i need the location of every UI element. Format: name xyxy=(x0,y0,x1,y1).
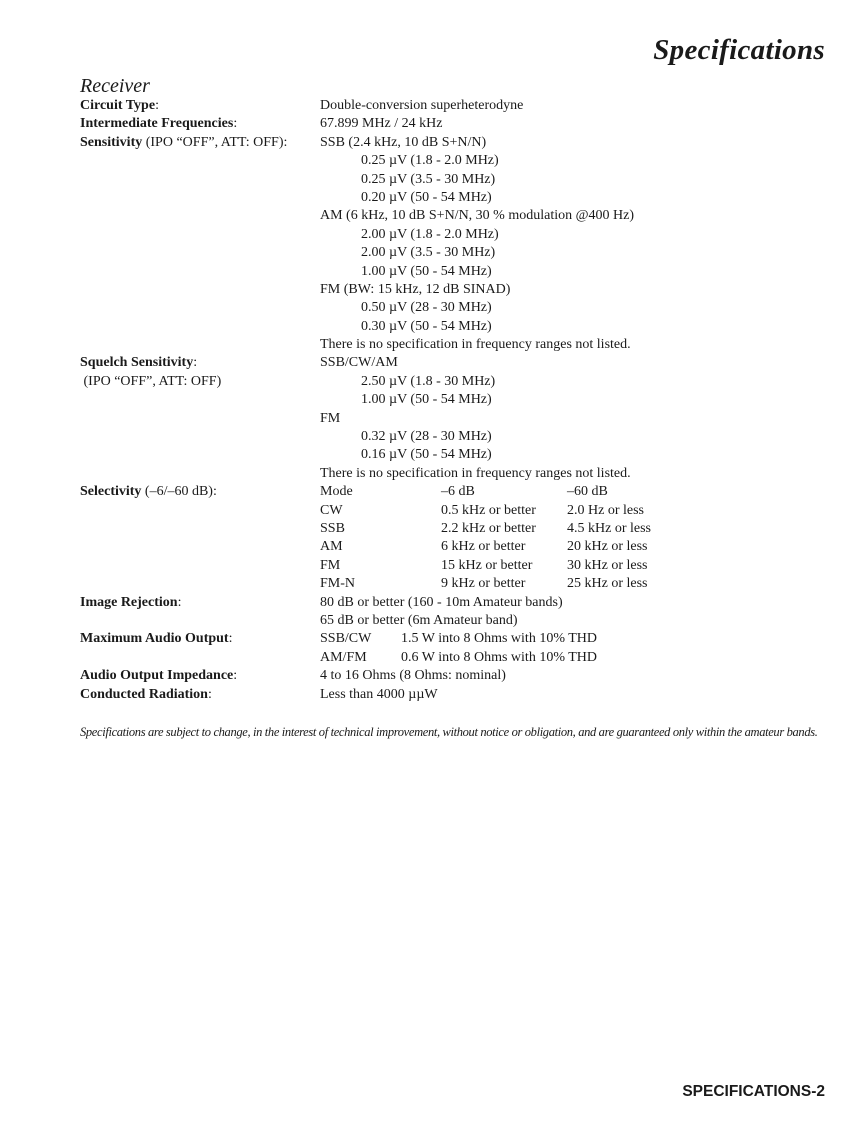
selectivity-col-header: Mode xyxy=(320,484,353,500)
selectivity-col-header: –60 dB xyxy=(567,484,608,500)
sensitivity-am-value: 2.00 µV (1.8 - 2.0 MHz) xyxy=(361,226,499,242)
audio-output-mode: SSB/CW xyxy=(320,631,372,647)
squelch-mode2: FM xyxy=(320,410,341,426)
circuit-type-value: Double-conversion superheterodyne xyxy=(320,98,524,113)
conducted-radiation-value: Less than 4000 µµW xyxy=(320,686,438,702)
selectivity-cell: 30 kHz or less xyxy=(567,557,648,573)
max-audio-output-row xyxy=(80,630,840,648)
selectivity-table-row xyxy=(80,575,840,593)
selectivity-cell: 20 kHz or less xyxy=(567,539,648,555)
image-rejection-value: 65 dB or better (6m Amateur band) xyxy=(320,612,518,628)
sensitivity-am-value: 2.00 µV (3.5 - 30 MHz) xyxy=(361,245,496,261)
selectivity-cell: 9 kHz or better xyxy=(441,576,526,592)
sensitivity-row xyxy=(80,134,840,152)
selectivity-cell: FM xyxy=(320,557,341,573)
sensitivity-ssb-value: 0.25 µV (3.5 - 30 MHz) xyxy=(361,171,496,187)
audio-output-impedance-value: 4 to 16 Ohms (8 Ohms: nominal) xyxy=(320,668,506,684)
image-rejection-value: 80 dB or better (160 - 10m Amateur bands) xyxy=(320,594,563,610)
specifications-list xyxy=(80,97,840,704)
sensitivity-ssb-value: 0.25 µV (1.8 - 2.0 MHz) xyxy=(361,153,499,169)
audio-output-value: 0.6 W into 8 Ohms with 10% THD xyxy=(401,649,598,665)
selectivity-label: Selectivity (–6/–60 dB): xyxy=(80,484,217,500)
sensitivity-fm-value: 0.30 µV (50 - 54 MHz) xyxy=(361,318,492,334)
selectivity-cell: AM xyxy=(320,539,343,555)
sensitivity-fm-heading: FM (BW: 15 kHz, 12 dB SINAD) xyxy=(320,281,511,297)
max-audio-output-label: Maximum Audio Output: xyxy=(80,631,233,647)
page-title: Specifications xyxy=(653,34,825,66)
selectivity-header-row xyxy=(80,483,840,501)
selectivity-cell: 15 kHz or better xyxy=(441,557,533,573)
selectivity-table-row xyxy=(80,557,840,575)
squelch-sensitivity-row xyxy=(80,354,840,372)
squelch-mode1-value: 2.50 µV (1.8 - 30 MHz) xyxy=(361,373,496,389)
selectivity-table-row xyxy=(80,502,840,520)
audio-output-mode: AM/FM xyxy=(320,649,367,665)
squelch-mode1: SSB/CW/AM xyxy=(320,355,398,371)
selectivity-col-header: –6 dB xyxy=(441,484,475,500)
squelch-mode2-value: 0.16 µV (50 - 54 MHz) xyxy=(361,447,492,463)
section-title: Receiver xyxy=(80,75,150,97)
squelch-note: There is no specification in frequency ranges not listed. xyxy=(320,465,631,481)
circuit-type-row xyxy=(80,97,840,115)
selectivity-cell: SSB xyxy=(320,520,345,536)
intermediate-frequencies-label: Intermediate Frequencies: xyxy=(80,116,238,132)
audio-output-impedance-row xyxy=(80,667,840,685)
sensitivity-ssb-value: 0.20 µV (50 - 54 MHz) xyxy=(361,189,492,205)
squelch-mode1-value: 1.00 µV (50 - 54 MHz) xyxy=(361,392,492,408)
sensitivity-note: There is no specification in frequency ranges not listed. xyxy=(320,337,631,353)
audio-output-value: 1.5 W into 8 Ohms with 10% THD xyxy=(401,631,598,647)
conducted-radiation-label: Conducted Radiation: xyxy=(80,686,212,702)
selectivity-cell: FM-N xyxy=(320,576,356,592)
sensitivity-am-heading: AM (6 kHz, 10 dB S+N/N, 30 % modulation @400 Hz) xyxy=(320,208,634,224)
selectivity-cell: 4.5 kHz or less xyxy=(567,520,651,536)
selectivity-cell: 2.0 Hz or less xyxy=(567,502,644,518)
selectivity-cell: 0.5 kHz or better xyxy=(441,502,536,518)
selectivity-cell: CW xyxy=(320,502,343,518)
circuit-type-label: Circuit Type: xyxy=(80,98,159,113)
sensitivity-ssb-heading: SSB (2.4 kHz, 10 dB S+N/N) xyxy=(320,134,487,150)
selectivity-table-row xyxy=(80,538,840,556)
audio-output-impedance-label: Audio Output Impedance: xyxy=(80,668,238,684)
sensitivity-am-value: 1.00 µV (50 - 54 MHz) xyxy=(361,263,492,279)
squelch-sensitivity-label: Squelch Sensitivity: xyxy=(80,355,198,371)
selectivity-cell: 6 kHz or better xyxy=(441,539,526,555)
intermediate-frequencies-value: 67.899 MHz / 24 kHz xyxy=(320,116,443,132)
selectivity-cell: 2.2 kHz or better xyxy=(441,520,536,536)
squelch-mode2-value: 0.32 µV (28 - 30 MHz) xyxy=(361,429,492,445)
squelch-condition: (IPO “OFF”, ATT: OFF) xyxy=(80,373,222,389)
image-rejection-row xyxy=(80,594,840,612)
conducted-radiation-row xyxy=(80,686,840,704)
page-footer-label: SPECIFICATIONS-2 xyxy=(682,1083,825,1100)
sensitivity-fm-value: 0.50 µV (28 - 30 MHz) xyxy=(361,300,492,316)
disclaimer-note: Specifications are subject to change, in the interest of technical improvement, without notice or obligation, and are guaranteed only within the amateur bands. xyxy=(80,725,818,739)
selectivity-cell: 25 kHz or less xyxy=(567,576,648,592)
intermediate-frequencies-row xyxy=(80,115,840,133)
sensitivity-label: Sensitivity (IPO “OFF”, ATT: OFF): xyxy=(80,134,288,150)
image-rejection-label: Image Rejection: xyxy=(80,594,182,610)
selectivity-table-row xyxy=(80,520,840,538)
